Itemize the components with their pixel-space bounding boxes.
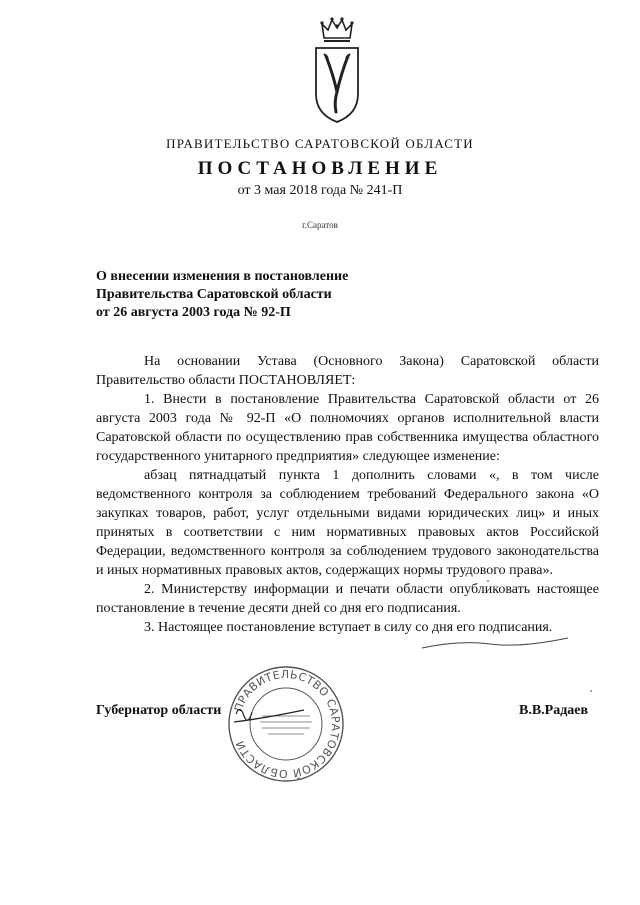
body-paragraph: 3. Настоящее постановление вступает в силу со дня его подписания. [144,620,553,635]
handwritten-scribble [420,628,570,658]
official-seal-stamp [226,664,346,784]
signatory-position: Губернатор области [96,703,222,718]
document-type: ПОСТАНОВЛЕНИЕ [197,158,443,179]
government-name: ПРАВИТЕЛЬСТВО САРАТОВСКОЙ ОБЛАСТИ [166,136,474,151]
scan-speck [487,580,489,582]
subject-line: от 26 августа 2003 года № 92-П [96,305,291,320]
body-paragraph: абзац пятнадцатый пункта 1 дополнить словами «, в том числе ведомственного контроля за соблюдением требований Федерального закона «О закупках товаров, работ, услуг отдельными видами юридических лиц» и иных принятых в соответствии с ним нормативных правовых актов Российской Федерации, ведомственного контроля за соблюдением трудового законодательства и иных нормативных правовых актов, содержащих нормы трудового права». [96,468,599,578]
document-body [96,352,599,637]
body-paragraph: 2. Министерству информации и печати области опубликовать настоящее постановление в течение десяти дней со дня его подписания. [96,582,599,616]
subject-line: О внесении изменения в постановление [96,269,349,284]
document-subject [96,268,456,322]
coat-of-arms-icon [306,14,368,126]
subject-line: Правительства Саратовской области [96,287,332,302]
document-city: г.Саратов [302,220,338,230]
signatory-name: В.В.Радаев [519,703,589,718]
svg-text:ПРАВИТЕЛЬСТВО САРАТОВСКОЙ ОБЛА: ПРАВИТЕЛЬСТВО САРАТОВСКОЙ ОБЛАСТИ [231,667,343,781]
body-paragraph: На основании Устава (Основного Закона) Саратовской области Правительство области ПОСТАНОВЛЯЕТ: [96,354,599,388]
body-paragraph: 1. Внести в постановление Правительства Саратовской области от 26 августа 2003 года № 92-П «О полномочиях органов исполнительной власти Саратовской области по осуществлению прав собственника имущества областного государственного унитарного предприятия» следующее изменение: [96,392,599,464]
scan-speck [590,690,592,692]
document-date-number: от 3 мая 2018 года № 241-П [237,183,403,198]
